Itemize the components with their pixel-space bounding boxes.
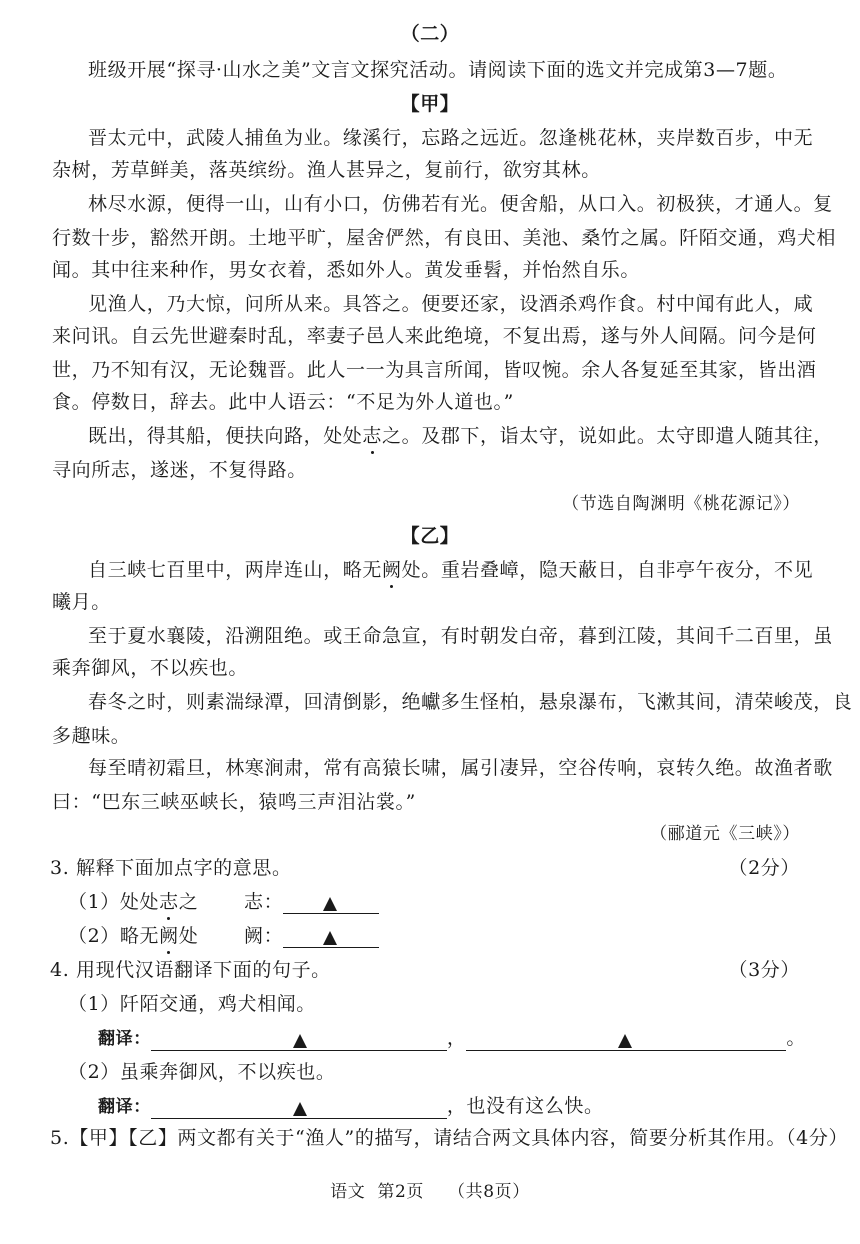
intro-text: 班级开展“探寻·山水之美”文言文探究活动。请阅读下面的选文并完成第3—7题。 <box>88 59 788 81</box>
q4-translate-2[interactable]: 翻译： ，也没有这么快。 <box>98 1095 604 1117</box>
q4-title: 4. 用现代汉语翻译下面的句子。 <box>50 959 331 981</box>
passage-b-line: 曦月。 <box>52 591 111 613</box>
passage-a-line: 行数十步，豁然开朗。土地平旷，屋舍俨然，有良田、美池、桑竹之属。阡陌交通，鸡犬相 <box>52 227 837 249</box>
section-title: （二） <box>400 23 460 45</box>
answer-blank[interactable] <box>283 893 379 914</box>
passage-a-line: 杂树，芳草鲜美，落英缤纷。渔人甚异之，复前行，欲穷其林。 <box>52 159 601 181</box>
q3-item-2: （2）略无阙处 <box>68 925 199 947</box>
q4-score: （3分） <box>728 959 800 981</box>
passage-a-label: 【甲】 <box>400 93 460 115</box>
triangle-marker-icon <box>323 931 337 945</box>
q5-text: 5.【甲】【乙】两文都有关于“渔人”的描写，请结合两文具体内容，简要分析其作用。（4分） <box>50 1127 849 1149</box>
passage-a-line: 闻。其中往来种作，男女衣着，悉如外人。黄发垂髫，并怡然自乐。 <box>52 259 641 281</box>
q3-item-1: （1）处处志之 <box>68 891 199 913</box>
passage-a-line: 来问讯。自云先世避秦时乱，率妻子邑人来此绝境，不复出焉，遂与外人间隔。问今是何 <box>52 325 817 347</box>
passage-a-line: 世，乃不知有汉，无论魏晋。此人一一为具言所闻，皆叹惋。余人各复延至其家，皆出酒 <box>52 359 817 381</box>
triangle-marker-icon <box>618 1034 632 1048</box>
translation-blank[interactable] <box>151 1030 447 1051</box>
q4-item-1: （1）阡陌交通，鸡犬相闻。 <box>68 993 316 1015</box>
passage-b-source: （郦道元《三峡》） <box>650 824 800 844</box>
q4-item-2: （2）虽乘奔御风，不以疾也。 <box>68 1061 336 1083</box>
passage-b-line: 至于夏水襄陵，沿溯阻绝。或王命急宣，有时朝发白帝，暮到江陵，其间千二百里，虽 <box>88 625 833 647</box>
passage-a-source: （节选自陶渊明《桃花源记》） <box>562 494 800 514</box>
dotted-char: 志 <box>362 425 383 447</box>
passage-a-line-dotted: 既出，得其船，便扶向路，处处志之。及郡下，诣太守，说如此。太守即遣人随其往， <box>88 425 833 447</box>
passage-a-line: 林尽水源，便得一山，山有小口，仿佛若有光。便舍船，从口入。初极狭，才通人。复 <box>88 193 833 215</box>
translation-blank[interactable] <box>151 1098 447 1119</box>
answer-blank[interactable] <box>283 927 379 948</box>
passage-b-line-dotted: 自三峡七百里中，两岸连山，略无阙处。重岩叠嶂，隐天蔽日，自非亭午夜分，不见 <box>88 559 814 581</box>
q3-title: 3. 解释下面加点字的意思。 <box>50 857 292 879</box>
passage-b-line: 春冬之时，则素湍绿潭，回清倒影，绝巘多生怪柏，悬泉瀑布，飞漱其间，清荣峻茂，良 <box>88 691 853 713</box>
passage-a-line: 食。停数日，辞去。此中人语云：“不足为外人道也。” <box>52 391 514 413</box>
passage-a-line: 晋太元中，武陵人捕鱼为业。缘溪行，忘路之远近。忽逢桃花林，夹岸数百步，中无 <box>88 127 814 149</box>
passage-a-line: 寻向所志，遂迷，不复得路。 <box>52 459 307 481</box>
passage-b-line: 曰：“巴东三峡巫峡长，猿鸣三声泪沾裳。” <box>52 791 416 813</box>
passage-a-line: 见渔人，乃大惊，问所从来。具答之。便要还家，设酒杀鸡作食。村中闻有此人，咸 <box>88 293 814 315</box>
q3-score: （2分） <box>728 857 800 879</box>
q4-translate-1[interactable]: 翻译： ， 。 <box>98 1027 807 1049</box>
triangle-marker-icon <box>293 1102 307 1116</box>
q3-answer-2[interactable]: 阙： <box>244 924 379 948</box>
triangle-marker-icon <box>293 1034 307 1048</box>
passage-b-line: 乘奔御风，不以疾也。 <box>52 657 249 679</box>
dotted-char: 阙 <box>382 559 402 581</box>
page-footer: 语文 第2页 （共8页） <box>330 1182 530 1202</box>
translation-blank[interactable] <box>466 1030 786 1051</box>
q3-answer-1[interactable]: 志： <box>244 890 379 914</box>
passage-b-line: 多趣味。 <box>52 725 131 747</box>
passage-b-label: 【乙】 <box>400 525 460 547</box>
passage-b-line: 每至晴初霜旦，林寒涧肃，常有高猿长啸，属引凄异，空谷传响，哀转久绝。故渔者歌 <box>88 757 833 779</box>
triangle-marker-icon <box>323 897 337 911</box>
